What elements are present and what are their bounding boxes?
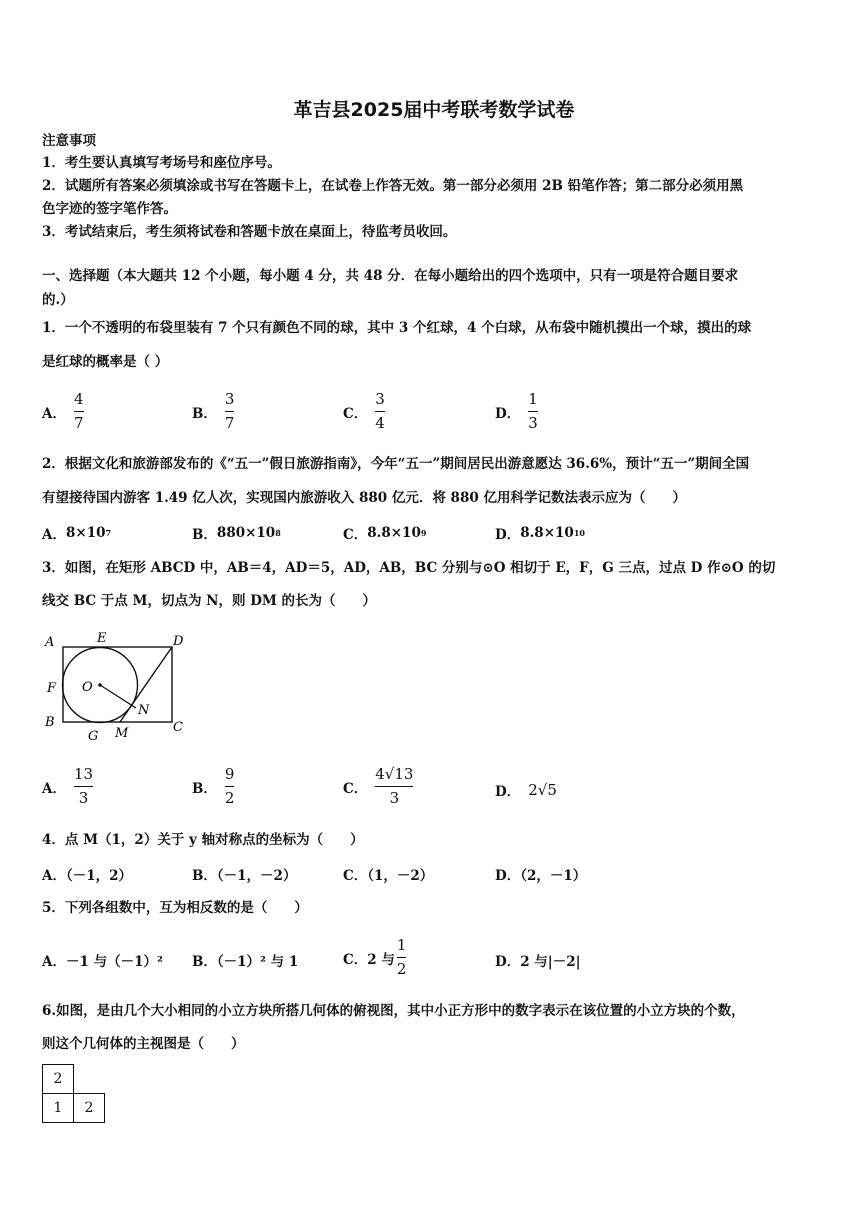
- label-m: M: [115, 726, 129, 741]
- q2-option-a: [42, 523, 111, 543]
- q4-option-b: B．（－1，－2）: [192, 868, 297, 884]
- option-label: C．: [343, 405, 368, 422]
- option-label: B．: [192, 405, 217, 422]
- q2-option-b: [192, 523, 281, 543]
- q1-option-a: [42, 391, 84, 432]
- option-base: 8×10: [65, 525, 106, 541]
- denominator: 7: [224, 414, 235, 432]
- question-1-text: 1．一个不透明的布袋里装有 7 个只有颜色不同的球，其中 3 个红球，4 个白球，从布袋中随机摸出一个球，摸出的球: [42, 320, 752, 336]
- fraction: [74, 391, 84, 432]
- question-3-text: 线交 BC 于点 M，切点为 N，则 DM 的长为（ ）: [42, 593, 377, 609]
- q1-option-d: [495, 391, 538, 432]
- grid-cell: 2: [74, 1094, 105, 1123]
- radius-on: [100, 685, 136, 708]
- question-4-text: 4．点 M（1，2）关于 y 轴对称点的坐标为（ ）: [42, 832, 364, 848]
- label-d: D: [173, 634, 184, 649]
- numerator: 13: [73, 765, 94, 783]
- option-label: A．: [42, 527, 66, 543]
- notice-item: 2．试题所有答案必须填涂或书写在答题卡上，在试卷上作答无效。第一部分必须用 2B 铅笔作答；第二部分必须用黑: [42, 178, 744, 194]
- q3-option-c: [343, 766, 413, 807]
- q1-option-c: [343, 391, 385, 432]
- notice-item: 1．考生要认真填写考场号和座位序号。: [42, 155, 281, 171]
- denominator: 3: [78, 789, 89, 807]
- rectangle-abcd: [63, 647, 172, 722]
- denominator: 3: [528, 414, 538, 432]
- center-o: [98, 683, 102, 687]
- numerator: 1: [396, 936, 407, 954]
- q2-option-d: [495, 523, 585, 543]
- fraction: [225, 391, 235, 432]
- denominator: 2: [224, 789, 235, 807]
- option-label: A．: [42, 405, 66, 422]
- numerator: 9: [224, 765, 235, 783]
- section-heading: 一、选择题（本大题共 12 个小题，每小题 4 分，共 48 分．在每小题给出的四个选项中，只有一项是符合题目要求: [42, 268, 739, 284]
- q4-option-d: D．（2，－1）: [495, 868, 587, 884]
- notice-item: 3．考试结束后，考生须将试卷和答题卡放在桌面上，待监考员收回。: [42, 224, 457, 240]
- notice-heading: 注意事项: [42, 133, 96, 149]
- numerator: 4√13: [375, 765, 414, 783]
- option-label: D．: [495, 784, 521, 800]
- numerator: 4: [73, 390, 84, 408]
- section-heading-cont: 的.）: [42, 292, 74, 308]
- question-3-text: 3．如图，在矩形 ABCD 中，AB＝4，AD＝5，AD，AB，BC 分别与⊙O 相切于 E，F，G 三点，过点 D 作⊙O 的切: [42, 560, 776, 576]
- option-label: B．: [192, 527, 217, 543]
- option-label: C．2 与: [343, 951, 395, 968]
- q5-option-b: B．（－1）² 与 1: [192, 954, 299, 970]
- label-o: O: [82, 680, 93, 695]
- option-label: B．: [192, 780, 217, 797]
- fraction: [225, 766, 235, 807]
- q4-option-a: A．（－1，2）: [42, 868, 133, 884]
- question-6-text: 6.如图，是由几个大小相同的小立方块所搭几何体的俯视图，其中小正方形中的数字表示在该位置的小立方块的个数，: [42, 1003, 745, 1019]
- q1-option-b: [192, 391, 234, 432]
- top-view-grid: [42, 1064, 105, 1123]
- q2-option-c: [343, 523, 426, 543]
- q3-option-d: [495, 780, 557, 800]
- option-label: C．: [343, 780, 368, 797]
- notice-item: 色字迹的签字笔作答。: [42, 201, 177, 217]
- option-value: 2√5: [528, 781, 557, 799]
- label-g: G: [88, 729, 99, 744]
- label-c: C: [173, 720, 183, 735]
- fraction: [528, 391, 538, 432]
- label-b: B: [45, 715, 55, 730]
- fraction: [375, 391, 385, 432]
- fraction: [74, 766, 93, 807]
- denominator: 7: [73, 414, 84, 432]
- option-label: D．: [495, 405, 521, 422]
- rectangle-circle-figure: [40, 628, 200, 746]
- denominator: 4: [375, 414, 385, 432]
- q4-option-c: C．（1，－2）: [343, 868, 434, 884]
- option-base: 880×10: [216, 525, 276, 541]
- q5-option-a: A．－1 与（－1）²: [42, 954, 163, 970]
- exponent: 7: [105, 528, 112, 538]
- option-base: 8.8×10: [520, 525, 574, 541]
- question-6-text: 则这个几何体的主视图是（ ）: [42, 1036, 245, 1052]
- question-5-text: 5．下列各组数中，互为相反数的是（ ）: [42, 900, 308, 916]
- exam-title: 革吉县2025届中考联考数学试卷: [293, 99, 575, 121]
- exponent: 9: [420, 528, 427, 538]
- label-e: E: [97, 631, 107, 646]
- label-n: N: [138, 703, 150, 718]
- numerator: 3: [375, 390, 385, 408]
- fraction: [375, 766, 413, 807]
- option-base: 8.8×10: [367, 525, 421, 541]
- label-a: A: [45, 635, 55, 650]
- exponent: 10: [573, 528, 585, 538]
- numerator: 1: [528, 390, 538, 408]
- q3-option-a: [42, 766, 93, 807]
- grid-cell: 1: [43, 1094, 74, 1123]
- q3-option-b: [192, 766, 234, 807]
- label-f: F: [47, 681, 57, 696]
- option-label: C．: [343, 527, 368, 543]
- q5-option-c: [343, 937, 406, 978]
- grid-cell: 2: [43, 1065, 74, 1094]
- option-label: A．: [42, 780, 66, 797]
- grid-cell-empty: [74, 1065, 105, 1094]
- denominator: 3: [389, 789, 400, 807]
- exponent: 8: [275, 528, 281, 538]
- question-2-text: 2．根据文化和旅游部发布的《“五一”假日旅游指南》，今年“五一”期间居民出游意愿达 36.6%，预计“五一”期间全国: [42, 456, 750, 472]
- fraction: [397, 937, 407, 978]
- numerator: 3: [224, 390, 235, 408]
- denominator: 2: [396, 960, 407, 978]
- question-2-text: 有望接待国内游客 1.49 亿人次，实现国内旅游收入 880 亿元．将 880 亿用科学记数法表示应为（ ）: [42, 490, 686, 506]
- question-1-text: 是红球的概率是（ ）: [42, 354, 169, 370]
- option-label: D．: [495, 527, 521, 543]
- q5-option-d: D．2 与|－2|: [495, 954, 581, 970]
